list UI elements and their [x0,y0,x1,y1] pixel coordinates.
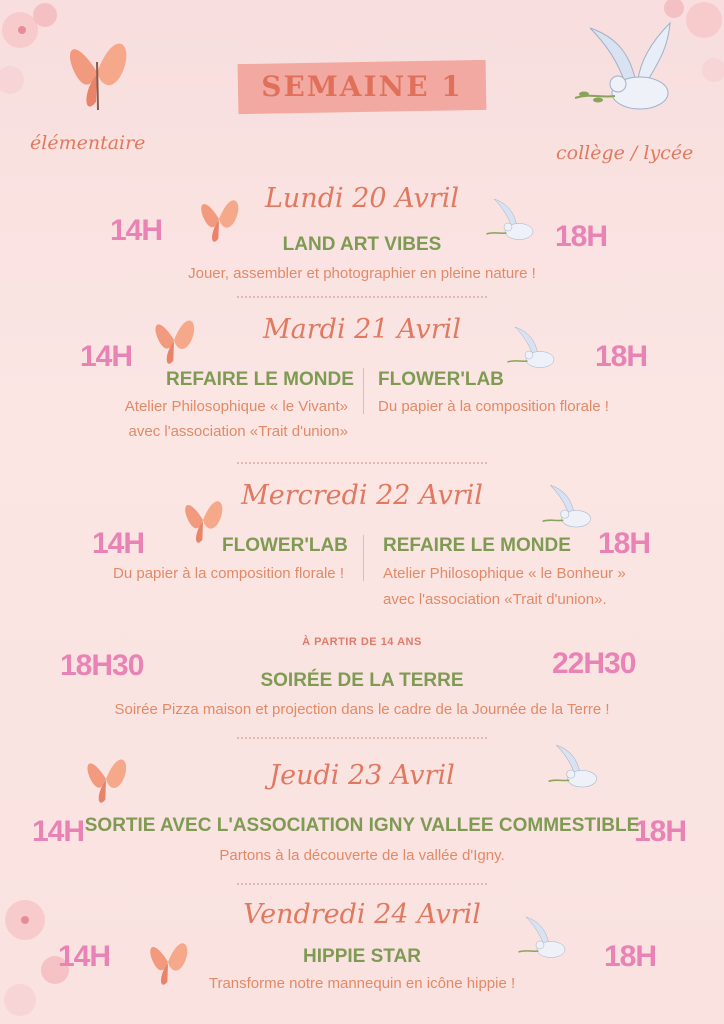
time-right: 18H [604,940,657,973]
activity-right-desc: avec l'association «Trait d'union». [383,591,607,608]
week-title: SEMAINE 1 [261,70,463,103]
activity-right-desc: Atelier Philosophique « le Bonheur » [383,565,626,582]
activity-title: LAND ART VIBES [282,234,442,255]
activity-left-title: FLOWER'LAB [222,535,348,556]
column-separator [363,535,364,581]
time-left: 14H [110,214,163,247]
activity-right-title: REFAIRE LE MONDE [383,535,571,556]
activity-desc: Partons à la découverte de la vallée d'Igny. [219,847,505,864]
time-right: 18H [555,220,608,253]
header-butterfly [62,22,132,127]
divider [237,883,487,885]
label-college-lycee: collège / lycée [556,142,694,164]
day-date: Mardi 21 Avril [263,314,461,345]
time-right: 18H [598,527,651,560]
activity-left-desc: Atelier Philosophique « le Vivant» [124,398,348,415]
butterfly-icon [82,744,130,814]
activity-right-desc: Du papier à la composition florale ! [378,398,609,415]
dove-icon [546,740,608,802]
activity-desc: Jouer, assembler et photographier en pleine nature ! [188,265,536,282]
activity-left-title: REFAIRE LE MONDE [166,369,354,390]
activity-left-desc: Du papier à la composition florale ! [113,565,344,582]
label-elementaire: élémentaire [30,132,146,154]
time-left: 14H [58,940,111,973]
evening-desc: Soirée Pizza maison et projection dans le cadre de la Journée de la Terre ! [114,701,610,718]
activity-title: SORTIE AVEC L'ASSOCIATION IGNY VALLEE COMMESTIBLE [84,815,640,836]
day-date: Mercredi 22 Avril [241,480,483,511]
butterfly-icon [150,305,198,375]
dove-icon [570,18,690,138]
header-dove [570,18,690,143]
day-date: Jeudi 23 Avril [269,760,455,791]
activity-right-title: FLOWER'LAB [378,369,504,390]
day-date: Vendredi 24 Avril [243,899,481,930]
time-left: 14H [92,527,145,560]
time-left: 14H [80,340,133,373]
dove-icon [540,480,602,542]
evening-end: 22H30 [552,647,636,680]
time-left: 14H [32,815,85,848]
divider [237,462,487,464]
butterfly-icon [62,22,132,122]
day-date: Lundi 20 Avril [265,183,459,214]
dove-icon [505,322,565,382]
evening-title: SOIRÉE DE LA TERRE [260,670,464,691]
column-separator [363,368,364,414]
time-right: 18H [595,340,648,373]
divider [237,737,487,739]
activity-desc: Transforme notre mannequin en icône hippie ! [208,975,516,992]
butterfly-icon [180,486,226,554]
activity-title: HIPPIE STAR [303,946,421,967]
time-right: 18H [634,815,687,848]
age-note: À PARTIR DE 14 ANS [302,636,422,648]
evening-start: 18H30 [60,649,144,682]
activity-left-desc: avec l'association «Trait d'union» [128,423,348,440]
divider [237,296,487,298]
